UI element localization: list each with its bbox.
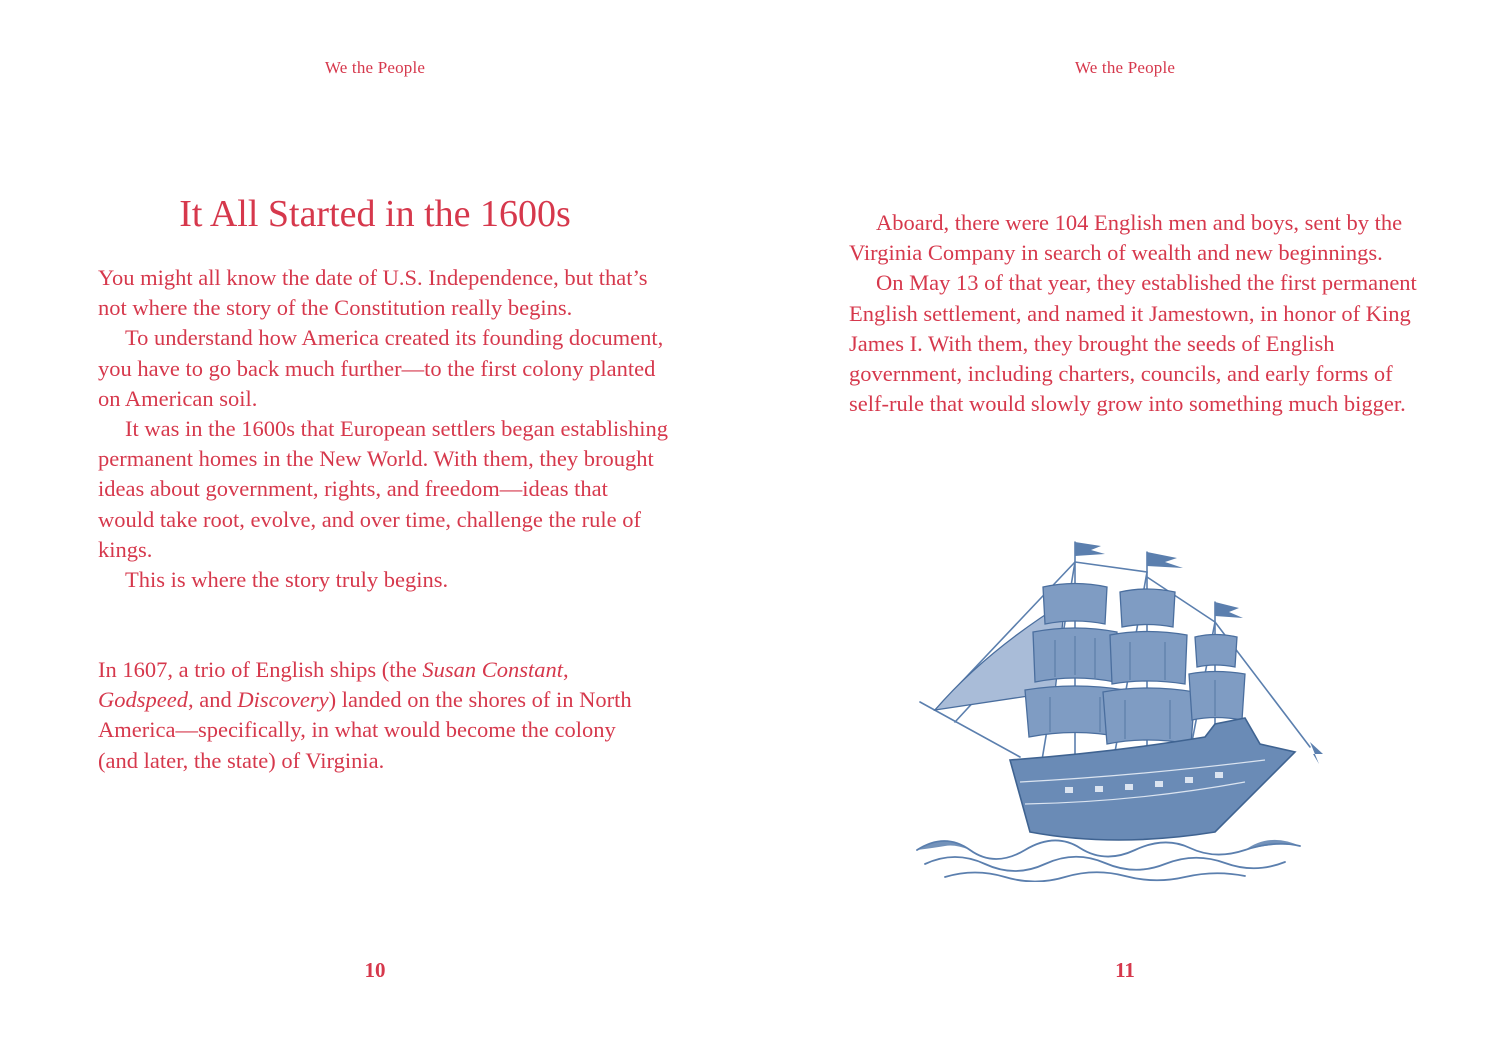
paragraph: This is where the story truly begins. [125, 567, 449, 593]
ships-text [98, 655, 658, 776]
chapter-title: It All Started in the 1600s [179, 193, 571, 235]
intro-text [98, 263, 668, 595]
running-head-left: We the People [324, 58, 426, 77]
paragraph: To understand how America created its founding document, you have to go back much further—to the first colony planted on American soil. [98, 325, 664, 411]
sailing-ship-illustration [915, 532, 1325, 882]
right-page [750, 0, 1500, 1039]
text-run: , [563, 657, 569, 682]
paragraph: You might all know the date of U.S. Independence, but that’s not where the story of the Constitution really begins. [98, 265, 648, 321]
page-number-right: 11 [1115, 958, 1135, 982]
paragraph: It was in the 1600s that European settlers began establishing permanent homes in the New World. With them, they brought ideas about government, rights, and freedom—ideas that would take root, evolve, and over time, challenge the rule of kings. [98, 416, 668, 562]
running-head-right: We the People [1074, 58, 1176, 77]
page-number-left: 10 [364, 958, 386, 982]
text-run: , and [187, 687, 238, 713]
paragraph: Aboard, there were 104 English men and boys, sent by the Virginia Company in search of wealth and new beginnings. [849, 210, 1403, 266]
ship-name: Discovery [237, 687, 329, 713]
ship-name: Susan Constant [422, 657, 563, 682]
paragraph: On May 13 of that year, they established the first permanent English settlement, and named it Jamestown, in honor of King James I. With them, they brought the seeds of English government, including charters, councils, and early forms of self-rule that would slowly grow into something much bigger. [849, 270, 1417, 417]
text-run: In 1607, a trio of English ships (the [98, 657, 423, 682]
ships-paragraph [98, 655, 658, 776]
aboard-text [849, 208, 1419, 419]
ship-name: Godspeed [98, 687, 188, 713]
text-run: ) landed on the shores of in North America—specifically, in what would become the colony (and later, the state) of Virginia. [98, 687, 632, 773]
